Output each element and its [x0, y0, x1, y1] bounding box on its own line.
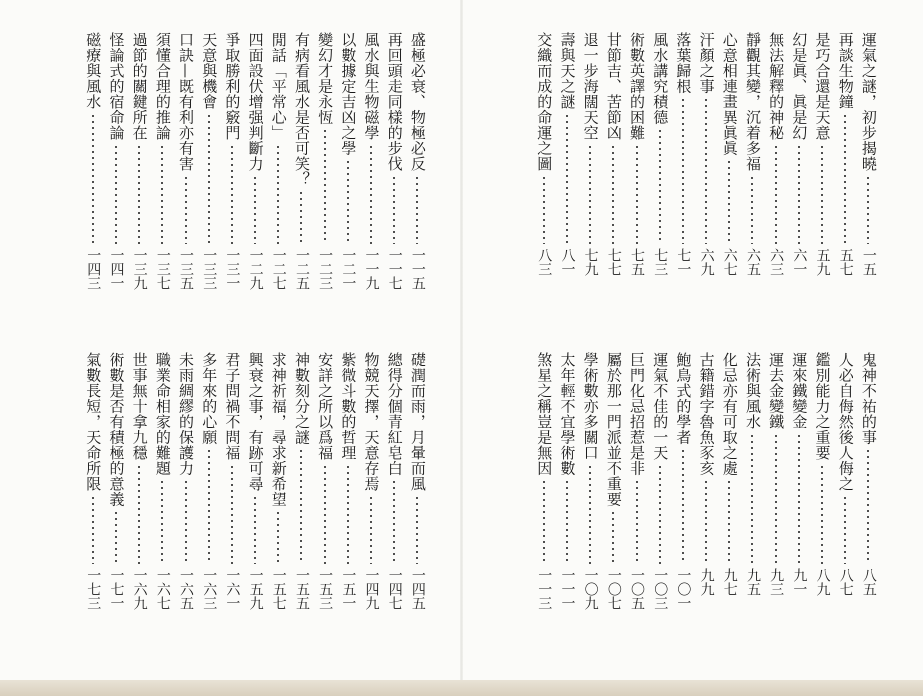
toc-right-top — [512, 32, 880, 304]
toc-entry — [81, 32, 104, 304]
toc-entry-title: 物競天擇，天意存焉 — [362, 352, 381, 492]
toc-entry — [383, 352, 406, 624]
toc-entry-page-number: 一三五 — [178, 248, 195, 290]
toc-entry-title: 風水講究積德 — [651, 32, 670, 125]
toc-entry-page-number: 一二五 — [293, 248, 310, 290]
toc-entry — [313, 352, 336, 624]
dot-leader — [277, 510, 279, 564]
toc-entry-title: 君子問禍不問福 — [223, 352, 242, 461]
dot-leader — [682, 448, 684, 564]
toc-entry-title: 氣數長短，天命所限 — [84, 352, 103, 492]
toc-entry-title: 職業命相家的難題 — [153, 352, 172, 476]
dot-leader — [682, 97, 684, 244]
dot-leader — [659, 128, 661, 244]
toc-entry — [336, 32, 359, 304]
toc-entry-page-number: 一七一 — [108, 568, 125, 610]
dot-leader — [161, 479, 163, 564]
toc-entry-title: 世事無十拿九穩 — [130, 352, 149, 461]
dot-leader — [416, 175, 418, 245]
dot-leader — [393, 479, 395, 564]
toc-entry-title: 神數刻分之謎 — [292, 352, 311, 445]
toc-entry — [625, 352, 648, 624]
dot-leader — [231, 144, 233, 245]
toc-entry — [555, 32, 578, 304]
toc-entry — [128, 32, 151, 304]
toc-entry-page-number: 一六九 — [131, 568, 148, 610]
toc-entry-page-number: 一五五 — [293, 568, 310, 610]
toc-entry — [197, 32, 220, 304]
toc-entry — [406, 32, 429, 304]
dot-leader — [254, 495, 256, 565]
dot-leader — [612, 510, 614, 564]
dot-leader — [300, 190, 302, 244]
toc-entry-title: 落葉歸根 — [674, 32, 693, 94]
toc-entry — [406, 352, 429, 624]
toc-entry-title: 古籍錯字魯魚豕亥 — [697, 352, 716, 476]
dot-leader — [370, 495, 372, 565]
toc-entry — [648, 352, 671, 624]
toc-entry-title: 心意相連畫異眞眞 — [720, 32, 739, 156]
toc-entry-page-number: 七五 — [629, 248, 646, 276]
toc-entry-title: 安詳之所以爲福 — [316, 352, 335, 461]
toc-entry — [128, 352, 151, 624]
toc-entry — [741, 32, 764, 304]
toc-entry-title: 怪論式的宿命論 — [107, 32, 126, 141]
dot-leader — [728, 479, 730, 564]
toc-entry-page-number: 一〇一 — [675, 568, 692, 610]
toc-entry-title: 鬼神不祐的事 — [859, 352, 878, 445]
dot-leader — [589, 144, 591, 245]
toc-entry-page-number: 一五 — [860, 248, 877, 276]
dot-leader — [821, 144, 823, 245]
dot-leader — [416, 495, 418, 565]
toc-entry — [267, 352, 290, 624]
dot-leader — [254, 175, 256, 245]
toc-entry — [174, 32, 197, 304]
toc-entry-title: 盛極必衰、物極必反 — [408, 32, 427, 172]
toc-entry — [834, 32, 857, 304]
toc-entry — [313, 32, 336, 304]
toc-entry-page-number: 一四三 — [85, 248, 102, 290]
toc-entry-title: 運氣不佳的一天 — [651, 352, 670, 461]
toc-entry-title: 閒話「平常心」 — [269, 32, 288, 141]
toc-entry-title: 交織而成的命運之圖 — [535, 32, 554, 172]
toc-entry-page-number: 一〇三 — [652, 568, 669, 610]
toc-entry — [244, 32, 267, 304]
toc-entry — [718, 32, 741, 304]
toc-entry-page-number: 七一 — [675, 248, 692, 276]
toc-entry-title: 汗顏之事 — [697, 32, 716, 94]
toc-entry-title: 紫微斗數的哲理 — [339, 352, 358, 461]
toc-entry — [197, 352, 220, 624]
toc-entry-page-number: 一六一 — [224, 568, 241, 610]
toc-entry — [625, 32, 648, 304]
toc-entry — [764, 32, 787, 304]
toc-entry-title: 總得分個青紅皂白 — [385, 352, 404, 476]
dot-leader — [92, 113, 94, 245]
toc-entry-title: 化忌亦有可取之處 — [720, 352, 739, 476]
dot-leader — [867, 448, 869, 564]
toc-entry-title: 幻是眞、眞是幻 — [790, 32, 809, 141]
toc-entry-title: 有病看風水是否可笑？ — [292, 32, 311, 187]
dot-leader — [543, 479, 545, 564]
toc-entry-title: 變幻才是永恆 — [316, 32, 335, 125]
toc-entry-page-number: 六九 — [698, 248, 715, 276]
toc-entry-page-number: 一二一 — [340, 248, 357, 290]
toc-entry — [834, 352, 857, 624]
toc-entry-title: 法術與風水 — [743, 352, 762, 430]
toc-entry-title: 壽與天之謎 — [558, 32, 577, 110]
toc-entry-page-number: 八三 — [536, 248, 553, 276]
toc-entry-page-number: 一六七 — [154, 568, 171, 610]
toc-entry-page-number: 八七 — [837, 568, 854, 596]
toc-entry-page-number: 五九 — [814, 248, 831, 276]
toc-entry-title: 靜觀其變，沉着多福 — [743, 32, 762, 172]
toc-entry — [359, 352, 382, 624]
toc-entry — [336, 352, 359, 624]
toc-entry-title: 退一步海闊天空 — [581, 32, 600, 141]
toc-entry-title: 煞星之稱豈是無因 — [535, 352, 554, 476]
toc-entry-page-number: 一五三 — [317, 568, 334, 610]
toc-entry-page-number: 一二九 — [247, 248, 264, 290]
toc-entry-page-number: 九五 — [744, 568, 761, 596]
dot-leader — [208, 448, 210, 564]
dot-leader — [659, 464, 661, 565]
toc-entry-title: 四面設伏增强判斷力 — [246, 32, 265, 172]
toc-entry — [104, 352, 127, 624]
toc-entry-title: 人必自侮然後人侮之 — [836, 352, 855, 492]
toc-entry-title: 天意與機會 — [200, 32, 219, 110]
toc-entry-page-number: 一六五 — [178, 568, 195, 610]
toc-entry-title: 巨門化忌招惹是非 — [628, 352, 647, 476]
toc-entry-title: 運去金變鐵 — [767, 352, 786, 430]
toc-entry — [695, 32, 718, 304]
toc-entry-title: 運氣之謎，初步揭曉 — [859, 32, 878, 172]
toc-entry-page-number: 一五一 — [340, 568, 357, 610]
dot-leader — [589, 464, 591, 565]
toc-entry-title: 再談生物鐘 — [836, 32, 855, 110]
dot-leader — [636, 479, 638, 564]
dot-leader — [185, 479, 187, 564]
dot-leader — [347, 159, 349, 244]
toc-entry — [151, 32, 174, 304]
dot-leader — [393, 175, 395, 245]
toc-entry-page-number: 一〇五 — [629, 568, 646, 610]
toc-entry-title: 再回頭走同樣的步伐 — [385, 32, 404, 172]
toc-entry-title: 求神祈福，尋求新希望 — [269, 352, 288, 507]
toc-entry — [602, 352, 625, 624]
dot-leader — [798, 433, 800, 565]
dot-leader — [566, 479, 568, 564]
toc-entry-page-number: 一六三 — [201, 568, 218, 610]
toc-entry-page-number: 一四五 — [409, 568, 426, 610]
dot-leader — [324, 128, 326, 244]
toc-entry-page-number: 九三 — [768, 568, 785, 596]
dot-leader — [161, 144, 163, 245]
toc-entry-title: 興衰之事，有跡可尋 — [246, 352, 265, 492]
toc-entry-page-number: 一一五 — [409, 248, 426, 290]
toc-entry-page-number: 六七 — [721, 248, 738, 276]
dot-leader — [566, 113, 568, 245]
toc-entry — [695, 352, 718, 624]
toc-entry-title: 無法解釋的神秘 — [767, 32, 786, 141]
toc-entry-page-number: 一二三 — [317, 248, 334, 290]
dot-leader — [705, 479, 707, 564]
toc-entry — [579, 352, 602, 624]
toc-entry-page-number: 六五 — [744, 248, 761, 276]
toc-entry-page-number: 六一 — [791, 248, 808, 276]
toc-entry-title: 術數是否有積極的意義 — [107, 352, 126, 507]
toc-entry-page-number: 一一七 — [386, 248, 403, 290]
toc-entry — [857, 352, 880, 624]
toc-entry-page-number: 九七 — [721, 568, 738, 596]
toc-entry-page-number: 一〇九 — [582, 568, 599, 610]
toc-entry-page-number: 九九 — [698, 568, 715, 596]
dot-leader — [138, 464, 140, 565]
toc-entry — [359, 32, 382, 304]
toc-entry — [579, 32, 602, 304]
toc-entry — [532, 32, 555, 304]
toc-entry — [383, 32, 406, 304]
toc-left-bottom — [57, 352, 429, 624]
dot-leader — [775, 144, 777, 245]
dot-leader — [612, 144, 614, 245]
dot-leader — [728, 159, 730, 244]
toc-entry-page-number: 一一九 — [363, 248, 380, 290]
toc-entry-page-number: 六三 — [768, 248, 785, 276]
dot-leader — [705, 97, 707, 244]
toc-entry — [787, 32, 810, 304]
toc-left-top — [57, 32, 429, 304]
toc-entry-page-number: 一一一 — [559, 568, 576, 610]
toc-entry-title: 風水與生物磁學 — [362, 32, 381, 141]
toc-entry — [532, 352, 555, 624]
toc-entry-title: 屬於那一門派並不重要 — [604, 352, 623, 507]
toc-entry-title: 多年來的心願 — [200, 352, 219, 445]
toc-entry-page-number: 一〇七 — [605, 568, 622, 610]
toc-entry — [244, 352, 267, 624]
toc-right-bottom — [512, 352, 880, 624]
toc-entry — [671, 352, 694, 624]
toc-entry-page-number: 七七 — [605, 248, 622, 276]
toc-entry-page-number: 一三三 — [201, 248, 218, 290]
toc-entry — [267, 32, 290, 304]
toc-entry — [602, 32, 625, 304]
dot-leader — [324, 464, 326, 565]
toc-entry-title: 口訣—既有利亦有害 — [177, 32, 196, 172]
toc-entry-page-number: 一五七 — [270, 568, 287, 610]
toc-entry — [151, 352, 174, 624]
toc-entry — [555, 352, 578, 624]
page-gutter — [460, 0, 463, 680]
toc-entry — [857, 32, 880, 304]
dot-leader — [844, 113, 846, 245]
dot-leader — [347, 464, 349, 565]
toc-entry — [104, 32, 127, 304]
toc-entry-title: 礎潤而雨，月暈而風 — [408, 352, 427, 492]
toc-entry-page-number: 一四一 — [108, 248, 125, 290]
toc-entry-page-number: 七三 — [652, 248, 669, 276]
dot-leader — [751, 433, 753, 565]
toc-entry-page-number: 五七 — [837, 248, 854, 276]
toc-entry-page-number: 一四九 — [363, 568, 380, 610]
dot-leader — [92, 495, 94, 565]
toc-entry — [810, 32, 833, 304]
toc-entry-title: 學術數亦多關口 — [581, 352, 600, 461]
toc-entry — [671, 32, 694, 304]
toc-entry — [810, 352, 833, 624]
toc-entry — [741, 352, 764, 624]
dot-leader — [821, 464, 823, 565]
toc-entry-title: 鮑鳥式的學者 — [674, 352, 693, 445]
toc-entry-title: 太年輕不宜學術數 — [558, 352, 577, 476]
dot-leader — [231, 464, 233, 565]
toc-entry-page-number: 一三一 — [224, 248, 241, 290]
toc-entry-title: 未雨綢繆的保護力 — [177, 352, 196, 476]
toc-entry — [764, 352, 787, 624]
dot-leader — [208, 113, 210, 245]
toc-entry-page-number: 一五九 — [247, 568, 264, 610]
toc-entry-title: 運來鐵變金 — [790, 352, 809, 430]
dot-leader — [115, 510, 117, 564]
toc-entry-title: 鑑別能力之重要 — [813, 352, 832, 461]
toc-entry-page-number: 八一 — [559, 248, 576, 276]
dot-leader — [636, 144, 638, 245]
toc-entry-title: 過節的關鍵所在 — [130, 32, 149, 141]
dot-leader — [844, 495, 846, 565]
toc-entry-title: 以數據定吉凶之學 — [339, 32, 358, 156]
toc-entry-title: 爭取勝利的竅門 — [223, 32, 242, 141]
toc-entry — [220, 352, 243, 624]
page-edge-shadow — [0, 680, 923, 696]
toc-entry-page-number: 一一三 — [536, 568, 553, 610]
toc-entry-page-number: 七九 — [582, 248, 599, 276]
toc-entry-page-number: 一三七 — [154, 248, 171, 290]
dot-leader — [867, 175, 869, 245]
dot-leader — [775, 433, 777, 565]
dot-leader — [543, 175, 545, 245]
dot-leader — [300, 448, 302, 564]
toc-entry — [290, 352, 313, 624]
dot-leader — [277, 144, 279, 245]
dot-leader — [751, 175, 753, 245]
dot-leader — [798, 144, 800, 245]
toc-entry-page-number: 一四七 — [386, 568, 403, 610]
toc-entry-title: 是巧合還是天意 — [813, 32, 832, 141]
toc-entry — [220, 32, 243, 304]
dot-leader — [138, 144, 140, 245]
dot-leader — [115, 144, 117, 245]
dot-leader — [370, 144, 372, 245]
toc-entry — [648, 32, 671, 304]
toc-entry — [174, 352, 197, 624]
toc-entry-page-number: 八九 — [814, 568, 831, 596]
toc-entry-page-number: 一三九 — [131, 248, 148, 290]
toc-entry — [718, 352, 741, 624]
toc-entry-page-number: 九一 — [791, 568, 808, 596]
toc-entry-page-number: 一七三 — [85, 568, 102, 610]
toc-entry — [290, 32, 313, 304]
toc-entry-title: 磁療與風水 — [84, 32, 103, 110]
toc-entry-title: 須懂合理的推論 — [153, 32, 172, 141]
toc-entry — [787, 352, 810, 624]
toc-entry-title: 術數英譯的困難 — [628, 32, 647, 141]
toc-entry — [81, 352, 104, 624]
dot-leader — [185, 175, 187, 245]
toc-entry-page-number: 一二七 — [270, 248, 287, 290]
toc-entry-title: 甘節吉、苦節凶 — [604, 32, 623, 141]
toc-entry-page-number: 八五 — [860, 568, 877, 596]
